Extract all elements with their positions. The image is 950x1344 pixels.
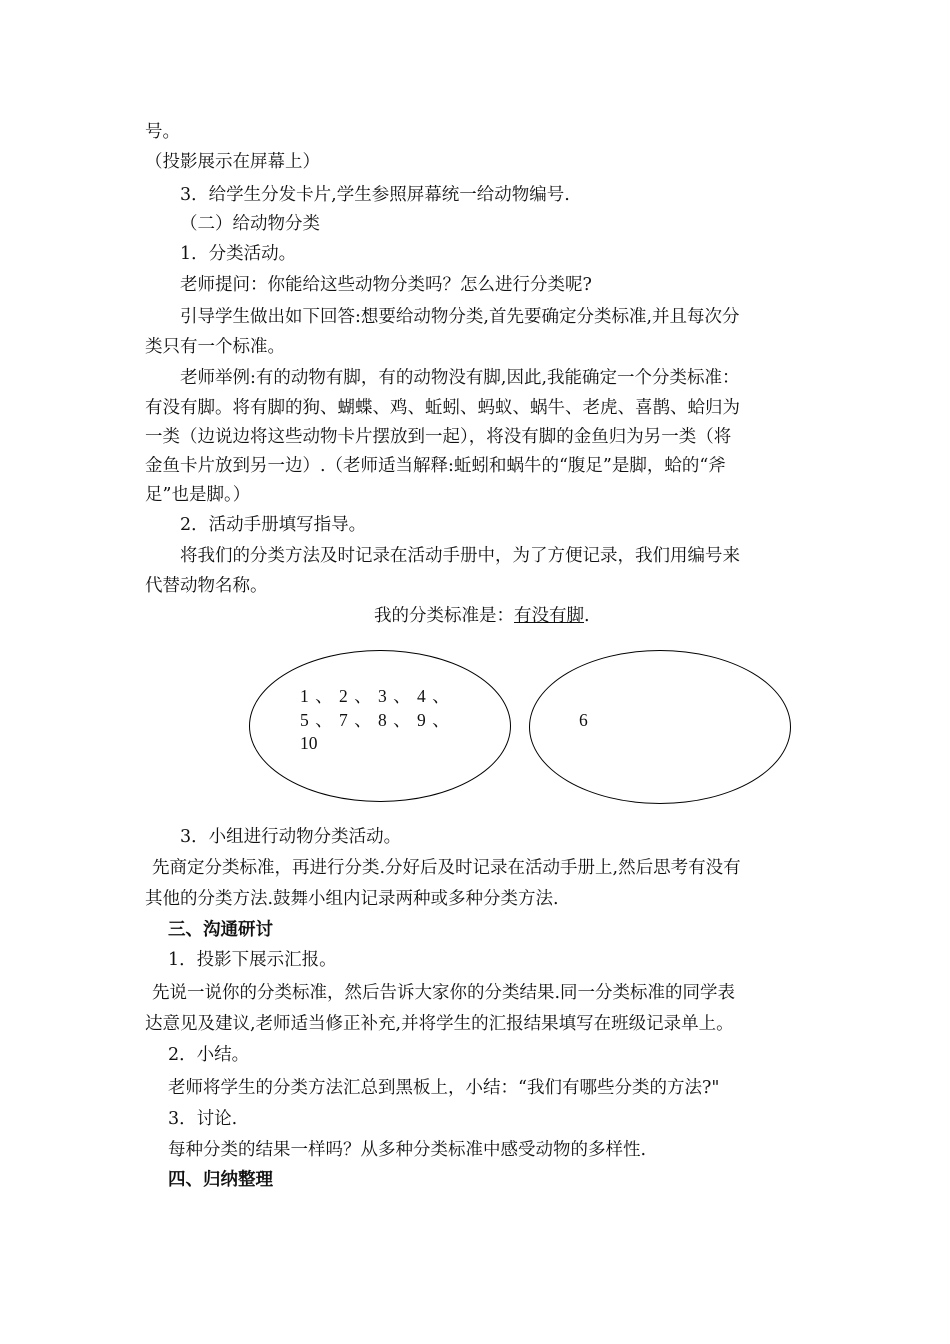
text-line: 金鱼卡片放到另一边）.（老师适当解释:蚯蚓和蜗牛的“腹足”是脚，蛤的“斧	[145, 456, 726, 476]
text-line: 有没有脚。将有脚的狗、蝴蝶、鸡、蚯蚓、蚂蚁、蜗牛、老虎、喜鹊、蛤归为	[145, 398, 740, 418]
text-line: 代替动物名称。	[145, 576, 268, 596]
group-ellipse-right	[529, 650, 791, 804]
text-line: 先说一说你的分类标准，然后告诉大家你的分类结果.同一分类标准的同学表	[152, 983, 736, 1003]
text-line: 达意见及建议,老师适当修正补充,并将学生的汇报结果填写在班级记录单上。	[145, 1014, 734, 1034]
text-line: 3．小组进行动物分类活动。	[180, 827, 402, 847]
standard-suffix: .	[584, 606, 590, 626]
section-heading: 四、归纳整理	[168, 1170, 273, 1190]
text-line: 类只有一个标准。	[145, 337, 285, 357]
text-line: 引导学生做出如下回答:想要给动物分类,首先要确定分类标准,并且每次分	[180, 307, 740, 327]
text-line: 先商定分类标准，再进行分类.分好后及时记录在活动手册上,然后思考有没有	[152, 858, 741, 878]
text-line: 1．分类活动。	[180, 244, 297, 264]
text-line: 号。	[145, 122, 180, 142]
standard-prefix: 我的分类标准是：	[374, 606, 514, 626]
text-line: 其他的分类方法.鼓舞小组内记录两种或多种分类方法.	[145, 889, 559, 909]
text-line: （投影展示在屏幕上）	[145, 152, 320, 172]
text-line: 将我们的分类方法及时记录在活动手册中，为了方便记录，我们用编号来	[180, 546, 740, 566]
text-line: 3．讨论.	[168, 1109, 238, 1129]
text-line: 老师举例:有的动物有脚，有的动物没有脚,因此,我能确定一个分类标准：	[180, 368, 740, 388]
group-right-label: 6	[579, 710, 588, 730]
text-line: 2．活动手册填写指导。	[180, 515, 367, 535]
group-left-row1: 1 、 2 、 3 、 4 、	[300, 686, 450, 706]
text-line: 2．小结。	[168, 1045, 250, 1065]
section-heading: 三、沟通研讨	[168, 920, 273, 940]
text-line: 老师将学生的分类方法汇总到黑板上，小结：“我们有哪些分类的方法?"	[168, 1078, 720, 1098]
standard-value: 有没有脚	[514, 606, 584, 626]
text-line: 3．给学生分发卡片,学生参照屏幕统一给动物编号.	[180, 185, 570, 205]
text-line: 1．投影下展示汇报。	[168, 950, 337, 970]
text-line: 每种分类的结果一样吗？从多种分类标准中感受动物的多样性.	[168, 1140, 647, 1160]
section-heading: （二）给动物分类	[180, 214, 320, 234]
group-left-row3: 10	[300, 733, 318, 753]
group-left-row2: 5 、 7 、 8 、 9 、	[300, 710, 450, 730]
text-line: 老师提问：你能给这些动物分类吗？怎么进行分类呢?	[180, 275, 592, 295]
classification-standard	[374, 604, 774, 628]
text-line: 一类（边说边将这些动物卡片摆放到一起），将没有脚的金鱼归为另一类（将	[145, 427, 732, 447]
text-line: 足”也是脚。）	[145, 485, 251, 505]
